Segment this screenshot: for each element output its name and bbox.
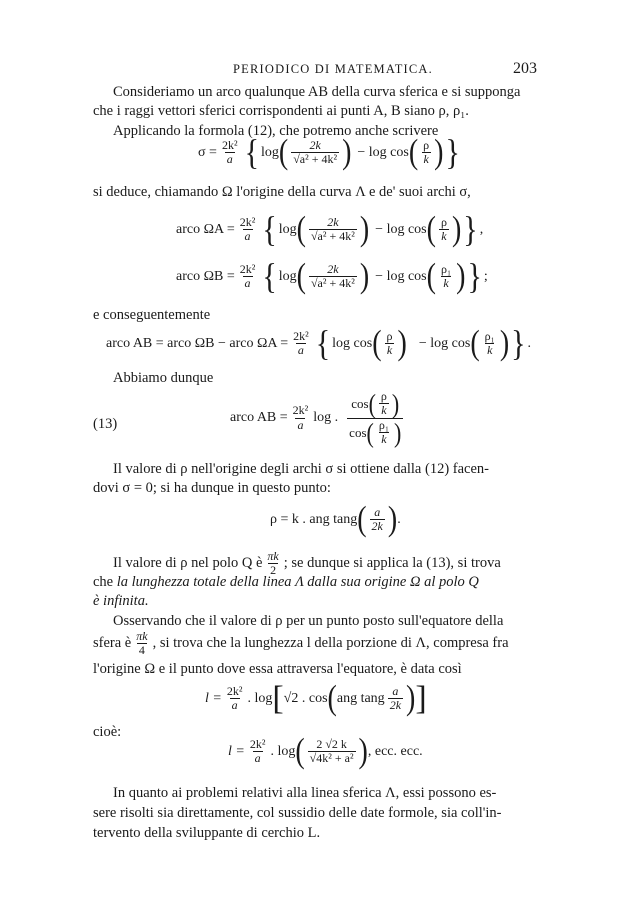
eq-lhs: l = (228, 743, 245, 759)
paren: ) (434, 133, 444, 172)
log-cos-label: − log cos (375, 221, 427, 237)
fraction: $\frac{\text{2k²}}{a}$ (239, 215, 256, 244)
equation-l-first (205, 679, 427, 718)
log-label: log (278, 221, 297, 237)
log-cos-label: − log cos (357, 144, 409, 160)
paren: ) (358, 732, 368, 771)
paren: ) (397, 324, 407, 363)
fraction: $\frac{\rho}{k}$ (380, 389, 387, 418)
log-label: log (278, 268, 297, 284)
paren: ( (368, 387, 376, 419)
punctuation: , (479, 221, 484, 237)
eq-lhs: arco AB = (230, 410, 288, 426)
text-line: l'origine Ω e il punto dove essa attraversa l'equatore, è data così (93, 661, 462, 677)
fraction: $\frac{2k}{\text{√a² + 4k²}}$ (310, 215, 355, 244)
fraction: $\frac{\text{2k²}}{a}$ (249, 737, 266, 766)
paren: ) (342, 133, 352, 172)
paren: ) (391, 387, 400, 419)
text-line: e conseguentemente (93, 307, 211, 323)
text-line: Il valore di ρ nell'origine degli archi σ si ottiene dalla (12) facen- (113, 461, 489, 477)
log-label: . log (270, 743, 296, 759)
bracket: ] (415, 680, 427, 717)
fraction: $\frac{\text{ρ₁}}{k}$ (378, 417, 390, 447)
log-cos-label: log cos (332, 335, 373, 351)
paren: ( (296, 210, 306, 249)
paren: ( (470, 324, 480, 363)
bracket: [ (272, 680, 284, 717)
fraction: $\frac{2 √2 k}{\text{√4k² + a²}}$ (309, 737, 354, 766)
page-number: 203 (513, 60, 537, 77)
fraction: $\frac{\text{2k²}}{a}$ (221, 138, 238, 167)
paren: ( (357, 500, 367, 539)
fraction: $\frac{\text{2k²}}{a}$ (293, 329, 309, 358)
text-line: si deduce, chiamando Ω l'origine della curva Λ e de' suoi archi σ, (93, 184, 471, 200)
cos-label: √2 . cos (283, 690, 328, 706)
text-line: Applicando la formola (12), che potremo anche scrivere (113, 123, 439, 139)
cos-label: cos (351, 395, 369, 411)
text-line: Abbiamo dunque (113, 370, 214, 386)
paren: ( (296, 257, 306, 296)
brace: { (262, 256, 277, 297)
punctuation: . (397, 511, 401, 527)
text-span: ; se dunque si applica la (13), si trova (283, 555, 501, 572)
text-line: Consideriamo un arco qualunque AB della curva sferica e si supponga (113, 84, 521, 100)
paren: ) (499, 324, 510, 363)
fraction: $\frac{\text{2k²}}{a}$ (292, 403, 309, 432)
eq-lhs: arco ΩA = (176, 221, 235, 237)
text-line-italic (93, 574, 479, 591)
paren: ( (366, 416, 374, 448)
equation-label-13: (13) (93, 416, 118, 432)
fraction: $\frac{a}{2k}$ (371, 505, 383, 534)
paren: ( (278, 133, 289, 172)
eq-lhs: arco ΩB = (176, 268, 235, 284)
equation-arco-OB (176, 256, 488, 297)
text-line: cioè: (93, 724, 122, 740)
paren: ) (359, 257, 370, 296)
text-line: dovi σ = 0; si ha dunque in questo punto: (93, 480, 331, 496)
ang-tang-label: ang tang (336, 690, 385, 706)
paren: ) (359, 210, 370, 249)
log-label: log (260, 144, 279, 160)
paren: ( (327, 679, 337, 718)
paren: ( (408, 133, 419, 172)
fraction: $\frac{\text{ρ₁}}{k}$ (484, 329, 495, 358)
ecc-text: , ecc. ecc. (367, 743, 423, 759)
equation-l-second (228, 732, 423, 771)
punctuation: ; (483, 268, 488, 284)
brace: { (262, 209, 277, 250)
fraction: $\frac{a}{2k}$ (389, 684, 402, 713)
paren: ) (451, 210, 462, 249)
equation-arco-OA (176, 209, 484, 250)
paren: ) (456, 257, 466, 296)
paren: ( (426, 210, 436, 249)
text-line: che i raggi vettori sferici corrispondenti ai punti A, B siano ρ, ρ₁. (93, 103, 469, 119)
text-line: sere risolti sia direttamente, col sussidio delle date formole, sia coll'in- (93, 805, 502, 821)
brace: { (315, 323, 331, 364)
cos-label: cos (349, 424, 367, 440)
fraction: $\frac{\pi k}{4}$ (136, 629, 148, 658)
punctuation: . (527, 335, 532, 351)
text-line: In quanto ai problemi relativi alla linea sferica Λ, essi possono es- (113, 785, 497, 801)
paren: ( (372, 324, 382, 363)
fraction: $\frac{2k}{\text{√a² + 4k²}}$ (310, 262, 355, 291)
fraction: $\frac{\text{2k²}}{a}$ (226, 684, 243, 713)
paren: ( (426, 257, 436, 296)
equation-13 (230, 387, 406, 448)
text-line-equatore (93, 630, 509, 658)
eq-lhs: arco AB = arco ΩB − arco ΩA = (106, 335, 289, 351)
brace: } (445, 132, 460, 173)
fraction: $\frac{\text{2k²}}{a}$ (239, 262, 256, 291)
text-span: Il valore di ρ nel polo Q è (113, 555, 263, 572)
text-line: tervento della sviluppante di cerchio L. (93, 825, 321, 841)
text-span: sfera è (93, 635, 132, 652)
fraction: $\frac{\text{ρ₁}}{k}$ (440, 262, 452, 291)
fraction: $\frac{\pi k}{2}$ (267, 549, 279, 578)
equation-sigma (198, 132, 462, 173)
log-label: log . (313, 410, 339, 426)
brace: } (511, 323, 526, 364)
eq-lhs: ρ = k . ang tang (270, 511, 358, 527)
paren: ) (394, 416, 402, 448)
brace: } (463, 209, 478, 250)
equation-arco-AB-difference (106, 323, 532, 364)
log-cos-label: − log cos (418, 335, 471, 351)
fraction: $\frac{2k}{\text{√a² + 4k²}}$ (293, 138, 338, 167)
paren: ) (406, 679, 416, 718)
fraction: $\frac{\rho}{k}$ (440, 215, 447, 244)
text-line-italic: è infinita. (93, 593, 149, 609)
paren: ) (387, 500, 398, 539)
log-label: . log (247, 690, 273, 706)
fraction: $\frac{\rho}{k}$ (423, 138, 430, 167)
italic-text: la lunghezza totale della linea Λ dalla sua origine Ω al polo Q (116, 574, 479, 590)
running-header: PERIODICO DI MATEMATICA. (233, 62, 433, 76)
fraction-cos-ratio (347, 387, 403, 448)
text-span: , si trova che la lunghezza l della porzione di Λ, compresa fra (152, 635, 509, 652)
brace: { (244, 132, 259, 173)
fraction: $\frac{\rho}{k}$ (386, 329, 393, 358)
brace: } (467, 256, 482, 297)
paren: ( (295, 732, 305, 771)
log-cos-label: − log cos (375, 268, 427, 284)
eq-lhs: σ = (198, 144, 217, 160)
eq-lhs: l = (205, 690, 222, 706)
text-span: che (93, 574, 114, 590)
equation-rho-origin (270, 500, 401, 539)
text-line: Osservando che il valore di ρ per un punto posto sull'equatore della (113, 613, 504, 629)
